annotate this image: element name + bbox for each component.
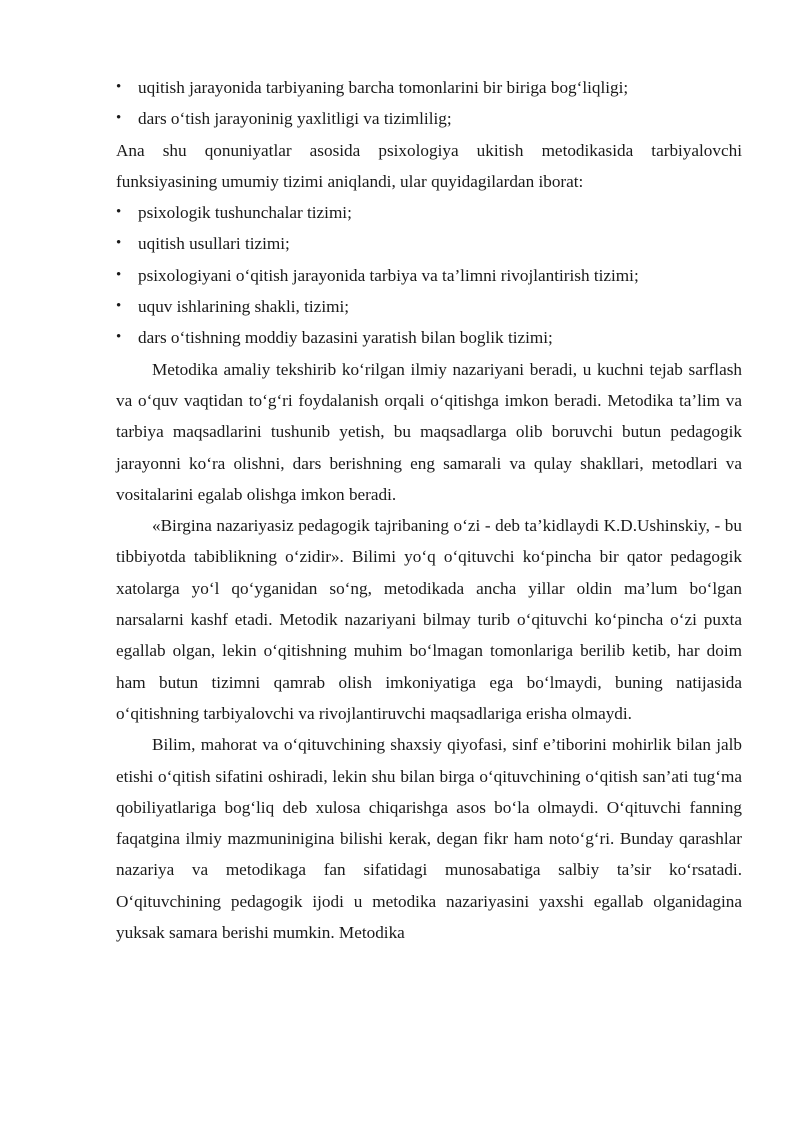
list-item-text: dars o‘tishning moddiy bazasini yaratish bilan boglik tizimi; [138,328,553,348]
body-paragraph: Metodika amaliy tekshirib ko‘rilgan ilmiy nazariyani beradi, u kuchni tejab sarflash va o‘quv vaqtidan to‘g‘ri foydalanish orqali o‘qitishga imkon beradi. Metodika ta’lim va tarbiya maqsadlarini tushunib yetish, bu maqsadlarga olib boruvchi butun pedagogik jarayonni ko‘ra olishni, dars berishning eng samarali va qulay shakllari, metodlari va vositalarini egalab olishga imkon beradi. [116,359,742,504]
bullet-icon: • [116,266,122,283]
bullet-icon: • [116,79,122,95]
bullet-icon: • [116,298,122,315]
bullet-icon: • [116,204,122,221]
bullet-list-systems [116,197,742,353]
list-item-text: psixologiyani o‘qitish jarayonida tarbiya va ta’limni rivojlantirish tizimi; [138,265,639,285]
list-item [116,322,742,353]
list-item-text: uqitish jarayonida tarbiyaning barcha tomonlarini bir biriga bog‘liqligi; [138,78,629,97]
list-item-text: uquv ishlarining shakli, tizimi; [138,297,350,317]
body-paragraph: «Birgina nazariyasiz pedagogik tajribaning o‘zi - deb ta’kidlaydi K.D.Ushinskiy, - bu tibbiyotda tabiblikning o‘zidir». Bilimi yo‘q o‘qituvchi ko‘pincha bir qator pedagogik xatolarga yo‘l qo‘yganidan so‘ng, metodikada ancha yillar oldin ma’lum bo‘lgan narsalarni kashf etadi. Metodik nazariyani bilmay turib o‘qituvchi ko‘pincha o‘zi puxta egallab olgan, lekin o‘qitishning muhim bo‘lmagan tomonlariga berilib ketib, har doim ham butun tizimni qamrab olish imkoniyatiga ega bo‘lmaydi, buning natijasida o‘qitishning tarbiyalovchi va rivojlantiruvchi maqsadlariga erisha olmaydi. [116,516,742,723]
bullet-icon: • [116,235,122,252]
bullet-icon: • [116,110,122,127]
bullet-list-principles [116,72,742,135]
list-item-text: psixologik tushunchalar tizimi; [138,203,352,223]
document-page [116,72,742,948]
body-paragraph: Bilim, mahorat va o‘qituvchining shaxsiy qiyofasi, sinf e’tiborini mohirlik bilan jalb etishi o‘qitish sifatini oshiradi, lekin shu bilan birga o‘qituvchining o‘qitish san’ati tug‘ma qobiliyatlariga bog‘liq deb xulosa chiqarishga asos bo‘la olmaydi. O‘qituvchi fanning faqatgina ilmiy mazmuninigina bilishi kerak, degan fikr ham noto‘g‘ri. Bunday qarashlar nazariya va metodikaga fan sifatidagi munosabatiga salbiy ta’sir ko‘rsatadi. O‘qituvchining pedagogik ijodi u metodika nazariyasini yaxshi egallab olganidagina yuksak samara berishi mumkin. Metodika [116,735,742,943]
list-item-text: dars o‘tish jarayoninig yaxlitligi va tizimlilig; [138,109,452,129]
list-item [116,291,742,322]
intro-paragraph: Ana shu qonuniyatlar asosida psixologiya ukitish metodikasida tarbiyalovchi funksiyasining umumiy tizimi aniqlandi, ular quyidagilardan iborat: [116,140,742,191]
bullet-icon: • [116,329,122,346]
list-item [116,228,742,259]
list-item [116,103,742,134]
list-item-text: uqitish usullari tizimi; [138,234,290,254]
list-item [116,72,742,103]
list-item [116,260,742,291]
list-item [116,197,742,228]
